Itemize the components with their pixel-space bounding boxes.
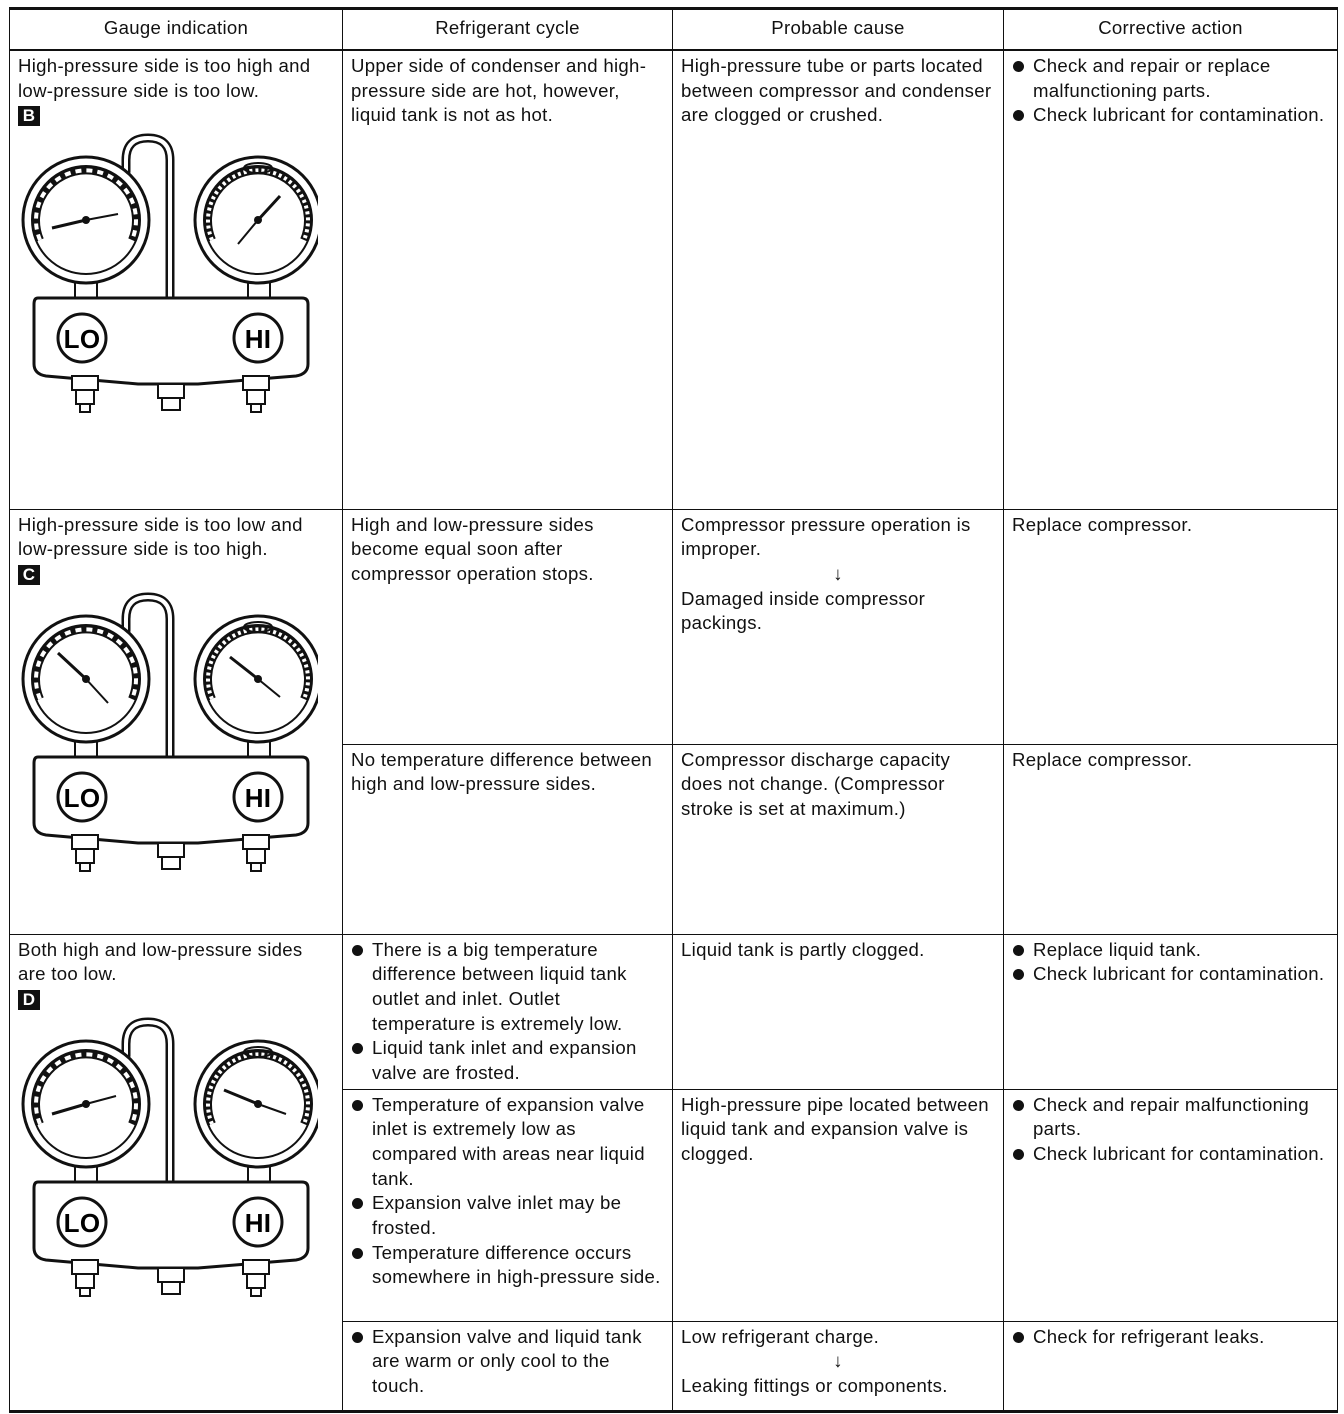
lo-label: LO (63, 324, 101, 355)
down-arrow-icon: ↓ (833, 1350, 843, 1372)
cause-first: Low refrigerant charge. (681, 1325, 880, 1347)
gauge-cell-b (10, 50, 343, 509)
cause-first: Compressor pressure operation is improper. (681, 513, 971, 560)
header-row (10, 9, 1338, 51)
gauge-cell-d (10, 934, 343, 1411)
corrective-action-cell: Replace compressor. (1004, 509, 1338, 744)
cycle-item: Expansion valve and liquid tank are warm or only cool to the touch. (351, 1325, 664, 1399)
header-refrigerant-cycle: Refrigerant cycle (343, 9, 673, 51)
corrective-action-cell (1004, 1089, 1338, 1321)
cause-second: Leaking fittings or components. (681, 1374, 948, 1396)
corrective-action-cell (1004, 1321, 1338, 1411)
manifold-gauge-illustration (18, 591, 318, 881)
table-row-b (10, 50, 1338, 509)
manifold-gauge-illustration (18, 132, 318, 422)
cycle-item: Temperature difference occurs somewhere in high-pressure side. (351, 1241, 664, 1290)
section-marker-c: C (18, 565, 40, 585)
hi-label: HI (244, 782, 272, 813)
cycle-item: Temperature of expansion valve inlet is extremely low as compared with areas near liquid tank. (351, 1093, 664, 1192)
troubleshooting-table (9, 7, 1338, 1413)
section-marker-d: D (18, 990, 40, 1010)
table-row-c1 (10, 509, 1338, 744)
hi-label: HI (244, 1207, 272, 1238)
lo-label: LO (63, 1207, 101, 1238)
action-item: Check lubricant for contamination. (1012, 962, 1329, 987)
header-gauge-indication: Gauge indication (10, 9, 343, 51)
gauge-cell-c (10, 509, 343, 934)
probable-cause-cell: High-pressure pipe located between liquid tank and expansion valve is clogged. (673, 1089, 1004, 1321)
down-arrow-icon: ↓ (833, 562, 843, 584)
refrigerant-cycle-cell: Upper side of condenser and high-pressure side are hot, however, liquid tank is not as hot. (343, 50, 673, 509)
gauge-indication-text: High-pressure side is too low and low-pressure side is too high. (18, 513, 303, 560)
refrigerant-cycle-cell (343, 1321, 673, 1411)
corrective-action-cell (1004, 934, 1338, 1089)
cycle-item: Liquid tank inlet and expansion valve are frosted. (351, 1036, 664, 1085)
gauge-indication-text: High-pressure side is too high and low-pressure side is too low. (18, 55, 311, 101)
cause-second: Damaged inside compressor packings. (681, 587, 926, 634)
refrigerant-cycle-cell (343, 934, 673, 1089)
header-probable-cause: Probable cause (673, 9, 1004, 51)
action-item: Check and repair or replace malfunctioning parts. (1012, 54, 1329, 103)
probable-cause-cell: Liquid tank is partly clogged. (673, 934, 1004, 1089)
manifold-gauge-illustration (18, 1016, 318, 1306)
refrigerant-cycle-cell: High and low-pressure sides become equal soon after compressor operation stops. (343, 509, 673, 744)
section-marker-b: B (18, 106, 40, 126)
corrective-action-cell: Replace compressor. (1004, 744, 1338, 934)
action-item: Check lubricant for contamination. (1012, 1142, 1329, 1167)
corrective-action-cell (1004, 50, 1338, 509)
action-item: Replace liquid tank. (1012, 938, 1329, 963)
hi-label: HI (244, 324, 272, 355)
probable-cause-cell (673, 1321, 1004, 1411)
probable-cause-cell: High-pressure tube or parts located between compressor and condenser are clogged or crushed. (673, 50, 1004, 509)
table-row-d1 (10, 934, 1338, 1089)
action-item: Check lubricant for contamination. (1012, 103, 1329, 128)
cycle-item: There is a big temperature difference between liquid tank outlet and inlet. Outlet temperature is extremely low. (351, 938, 664, 1037)
action-item: Check and repair malfunctioning parts. (1012, 1093, 1329, 1142)
probable-cause-cell: Compressor discharge capacity does not change. (Compressor stroke is set at maximum.) (673, 744, 1004, 934)
probable-cause-cell (673, 509, 1004, 744)
refrigerant-cycle-cell (343, 1089, 673, 1321)
lo-label: LO (63, 782, 101, 813)
action-item: Check for refrigerant leaks. (1012, 1325, 1329, 1350)
gauge-indication-text: Both high and low-pressure sides are too low. (18, 938, 303, 985)
cycle-item: Expansion valve inlet may be frosted. (351, 1191, 664, 1240)
header-corrective-action: Corrective action (1004, 9, 1338, 51)
refrigerant-cycle-cell: No temperature difference between high and low-pressure sides. (343, 744, 673, 934)
